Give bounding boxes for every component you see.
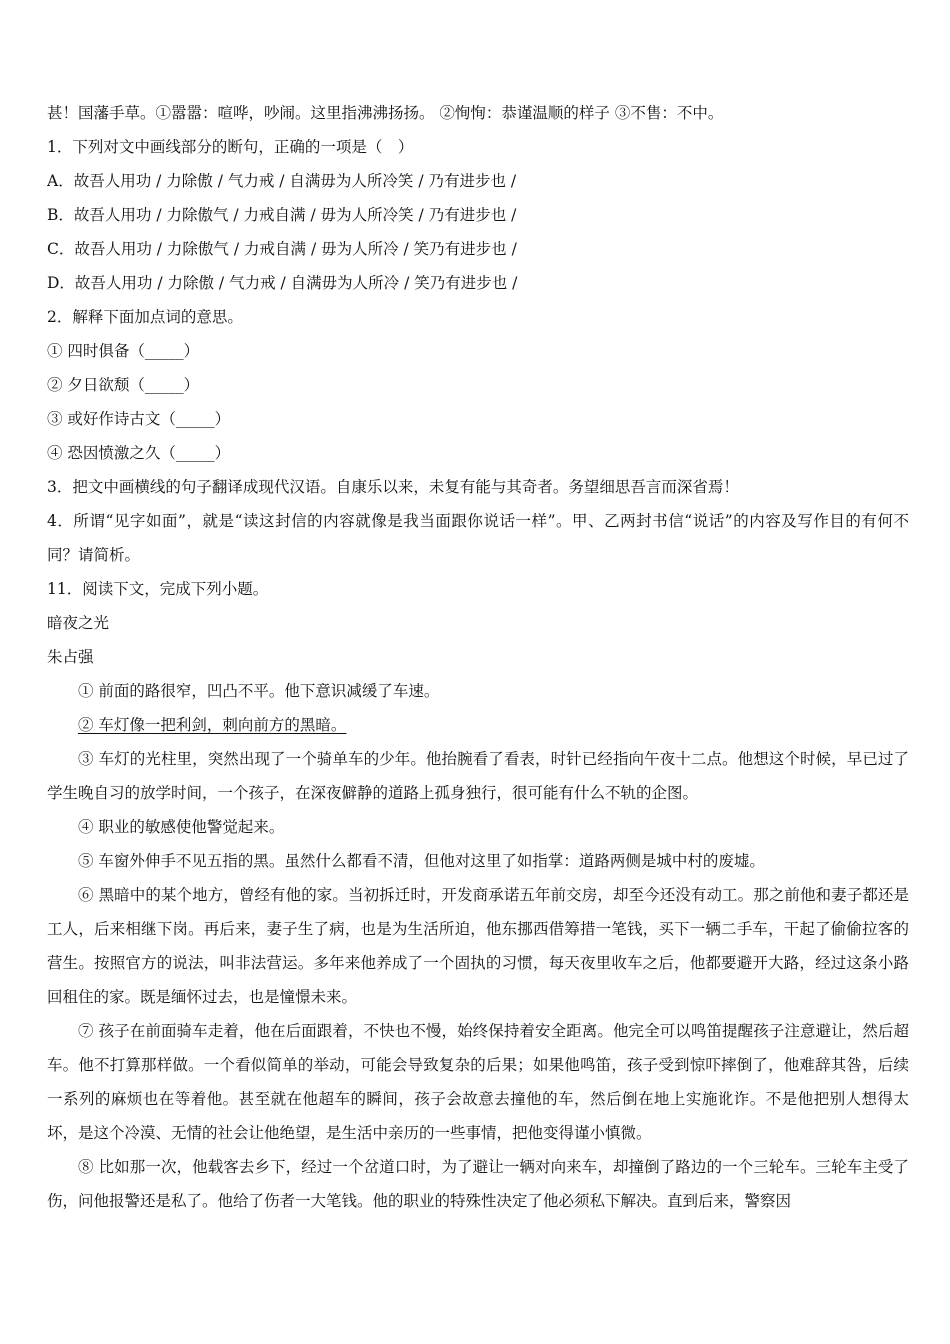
story-paragraph-8: ⑧ 比如那一次，他载客去乡下，经过一个岔道口时，为了避让一辆对向来车，却撞倒了路边的一个三轮车。三轮车主受了伤，问他报警还是私了。他给了伤者一大笔钱。他的职业的特殊性决定了他必须私下解决。直到后来，警察因: [47, 1158, 909, 1210]
question-2-stem: 2．解释下面加点词的意思。: [47, 308, 243, 326]
question-1-option-a: A．故吾人用功 / 力除傲 / 气力戒 / 自满毋为人所冷笑 / 乃有进步也 /: [47, 172, 517, 190]
question-2-item-3: ③ 或好作诗古文（_____）: [47, 410, 231, 428]
story-paragraph-7: ⑦ 孩子在前面骑车走着，他在后面跟着，不快也不慢，始终保持着安全距离。他完全可以鸣笛提醒孩子注意避让，然后超车。他不打算那样做。一个看似简单的举动，可能会导致复杂的后果；如果他鸣笛，孩子受到惊吓摔倒了，他难辞其咎，后续一系列的麻烦也在等着他。甚至就在他超车的瞬间，孩子会故意去撞他的车，然后倒在地上实施讹诈。不是他把别人想得太坏，是这个冷漠、无情的社会让他绝望，是生活中亲历的一些事情，把他变得谨小慎微。: [47, 1022, 909, 1142]
question-4: 4．所谓“见字如面”，就是“读这封信的内容就像是我当面跟你说话一样”。甲、乙两封书信“说话”的内容及写作目的有何不同？请简析。: [47, 512, 909, 564]
question-11-stem: 11．阅读下文，完成下列小题。: [47, 580, 269, 598]
story-paragraph-2: [47, 708, 909, 742]
story-paragraph-6: ⑥ 黑暗中的某个地方，曾经有他的家。当初拆迁时，开发商承诺五年前交房，却至今还没有动工。那之前他和妻子都还是工人，后来相继下岗。再后来，妻子生了病，也是为生活所迫，他东挪西借筹措一笔钱，买下一辆二手车，干起了偷偷拉客的营生。按照官方的说法，叫非法营运。多年来他养成了一个固执的习惯，每天夜里收车之后，他都要避开大路，经过这条小路回租住的家。既是缅怀过去，也是憧憬未来。: [47, 886, 909, 1006]
question-2-item-2: ② 夕日欲颓（_____）: [47, 376, 200, 394]
question-2-item-4: ④ 恐因愤激之久（_____）: [47, 444, 231, 462]
question-1-stem: 1．下列对文中画线部分的断句，正确的一项是（ ）: [47, 138, 414, 156]
story-author: 朱占强: [47, 648, 94, 666]
question-1-option-d: D．故吾人用功 / 力除傲 / 气力戒 / 自满毋为人所冷 / 笑乃有进步也 /: [47, 274, 518, 292]
document-page: [47, 96, 909, 1218]
annotation-notes: 甚！国藩手草。①嚣嚣：喧哗，吵闹。这里指沸沸扬扬。 ②恂恂：恭谨温顺的样子 ③不售：不中。: [47, 104, 724, 122]
story-paragraph-4: ④ 职业的敏感使他警觉起来。: [78, 818, 285, 836]
question-2-item-1: ① 四时俱备（_____）: [47, 342, 200, 360]
question-3: 3．把文中画横线的句子翻译成现代汉语。自康乐以来，未复有能与其奇者。务望细思吾言而深省焉！: [47, 478, 739, 496]
story-paragraph-1: ① 前面的路很窄，凹凸不平。他下意识减缓了车速。: [78, 682, 440, 700]
question-1-option-b: B．故吾人用功 / 力除傲气 / 力戒自满 / 毋为人所冷笑 / 乃有进步也 /: [47, 206, 517, 224]
question-1-option-c: C．故吾人用功 / 力除傲气 / 力戒自满 / 毋为人所冷 / 笑乃有进步也 /: [47, 240, 517, 258]
story-title: 暗夜之光: [47, 614, 110, 632]
story-paragraph-3: ③ 车灯的光柱里，突然出现了一个骑单车的少年。他抬腕看了看表，时针已经指向午夜十二点。他想这个时候，早已过了学生晚自习的放学时间，一个孩子，在深夜僻静的道路上孤身独行，很可能有什么不轨的企图。: [47, 750, 909, 802]
story-paragraph-5: ⑤ 车窗外伸手不见五指的黑。虽然什么都看不清，但他对这里了如指掌：道路两侧是城中村的废墟。: [78, 852, 765, 870]
underlined-sentence: ② 车灯像一把利剑，刺向前方的黑暗。: [78, 716, 347, 734]
